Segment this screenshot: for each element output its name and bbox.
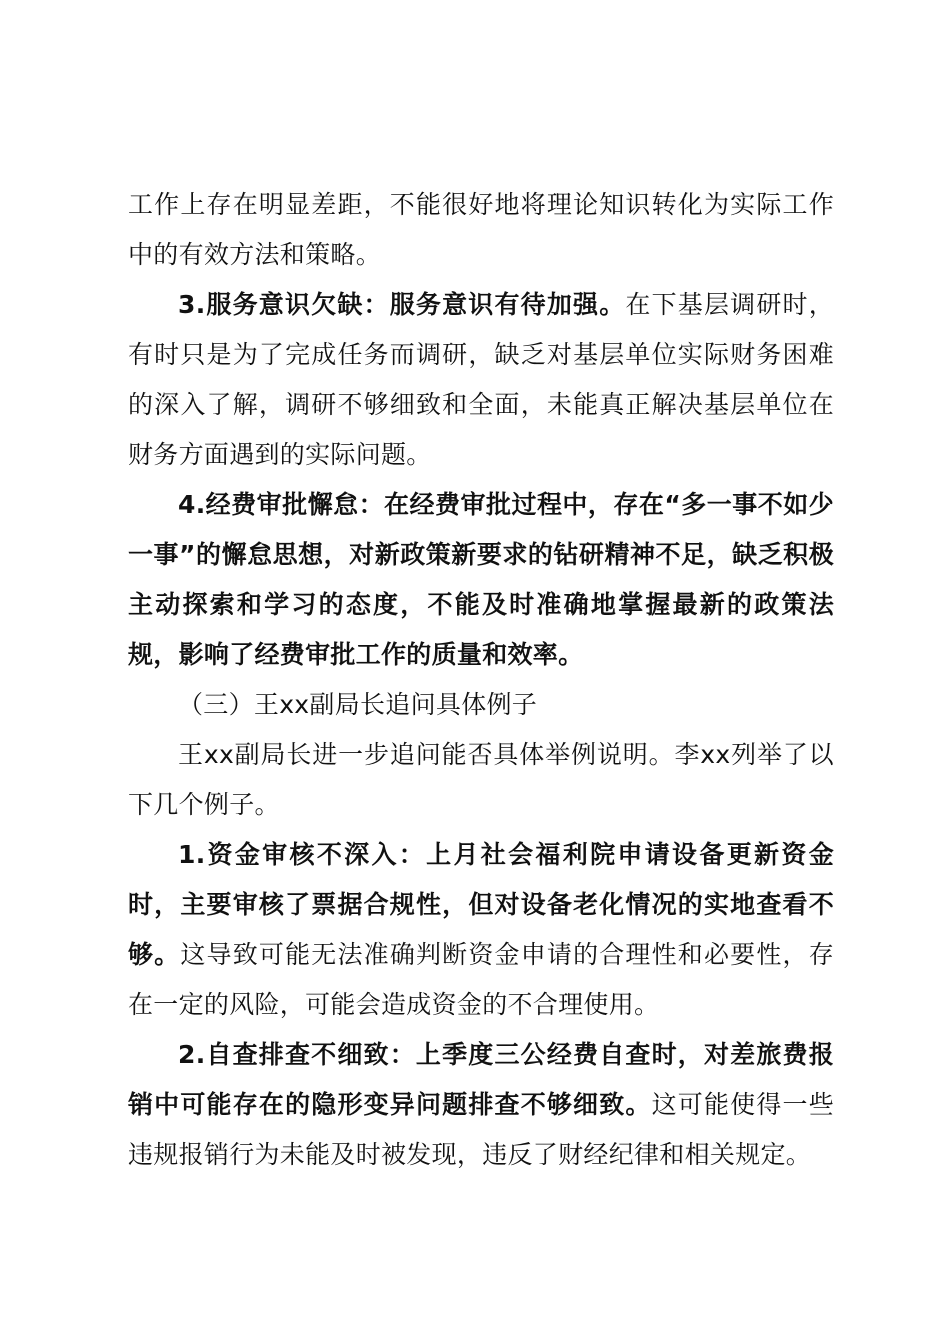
paragraph-text: 王xx副局长进一步追问能否具体举例说明。李xx列举了以下几个例子。 <box>128 740 834 819</box>
paragraph-bold-lead: 4.经费审批懈怠：在经费审批过程中，存在“多一事不如少一事”的懈怠思想，对新政策新要求的钻研精神不足，缺乏积极主动探索和学习的态度，不能及时准确地掌握最新的政策法规，影响了经费审批工作的质量和效率。 <box>128 490 834 669</box>
section-heading <box>128 680 834 730</box>
paragraph-text: 这导致可能无法准确判断资金申请的合理性和必要性，存在一定的风险，可能会造成资金的不合理使用。 <box>128 940 834 1019</box>
paragraph-approval-slack <box>128 480 834 680</box>
paragraph-example-1 <box>128 830 834 1030</box>
paragraph-text: 工作上存在明显差距，不能很好地将理论知识转化为实际工作中的有效方法和策略。 <box>128 190 834 269</box>
paragraph-example-2 <box>128 1030 834 1180</box>
paragraph-text: 在下基层调研时，有时只是为了完成任务而调研，缺乏对基层单位实际财务困难的深入了解，调研不够细致和全面，未能真正解决基层单位在财务方面遇到的实际问题。 <box>128 290 835 469</box>
paragraph-examples-intro <box>128 730 834 830</box>
section-heading-text: （三）王xx副局长追问具体例子 <box>178 690 538 719</box>
paragraph-continuation <box>128 180 834 280</box>
document-body <box>128 180 834 1180</box>
paragraph-bold-lead: 2.自查排查不细致：上季度三公经费自查时，对差旅费报销中可能存在的隐形变异问题排查不够细致。 <box>128 1040 834 1119</box>
paragraph-bold-lead: 1.资金审核不深入：上月社会福利院申请设备更新资金时，主要审核了票据合规性，但对设备老化情况的实地查看不够。 <box>128 840 834 969</box>
paragraph-text: 这可能使得一些违规报销行为未能及时被发现，违反了财经纪律和相关规定。 <box>128 1090 834 1169</box>
paragraph-service-awareness <box>128 280 834 480</box>
paragraph-bold-lead: 3.服务意识欠缺：服务意识有待加强。 <box>178 290 626 319</box>
